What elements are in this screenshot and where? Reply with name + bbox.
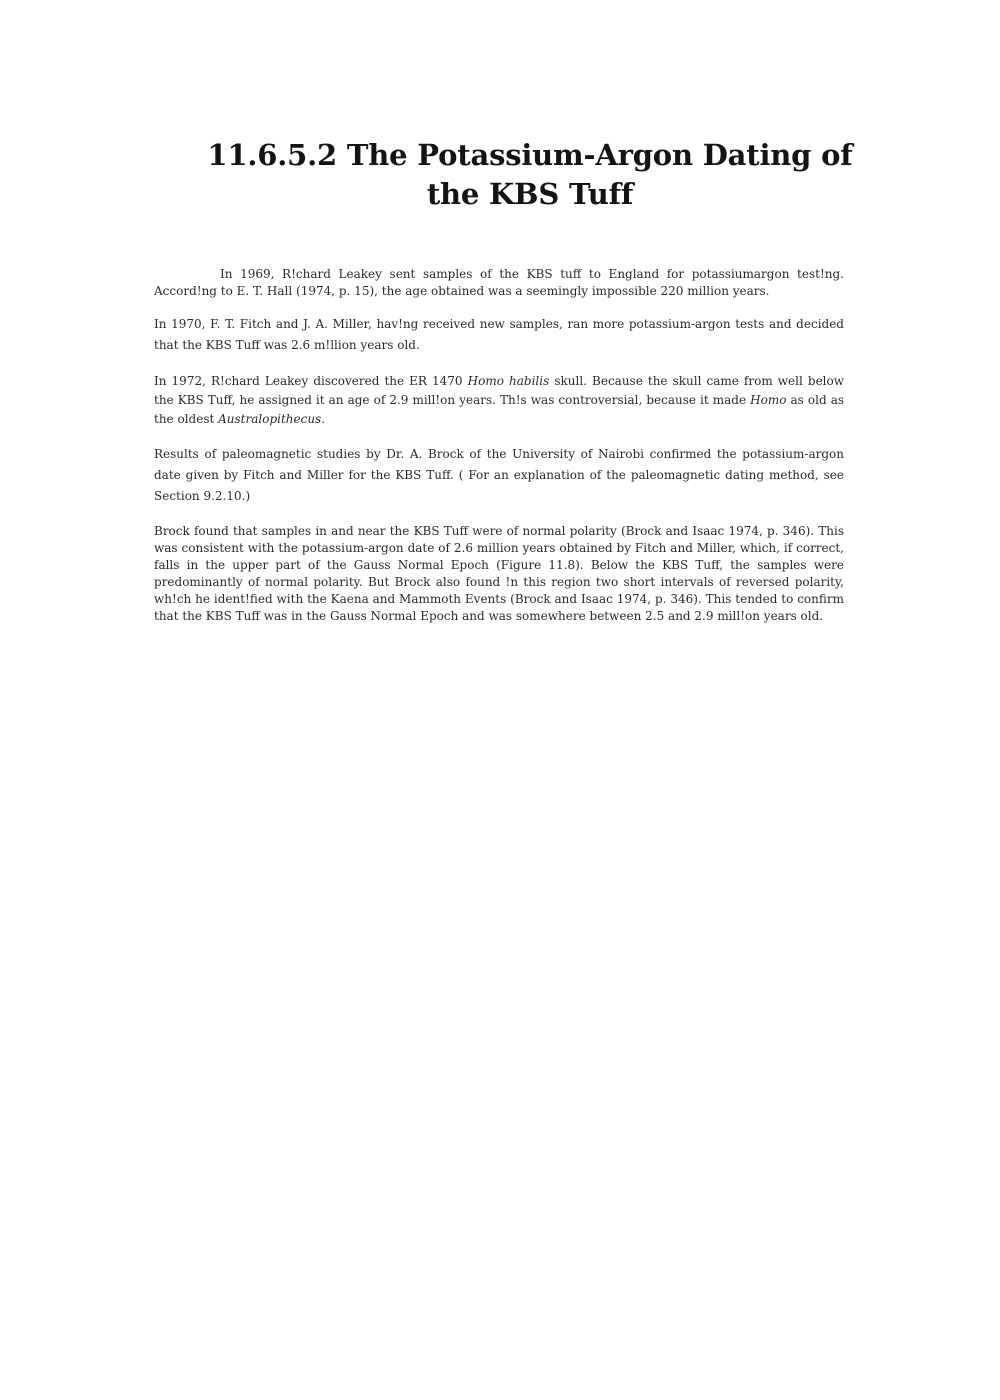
paragraph-1969-samples [154,266,844,300]
species-name-italic: Homo habilis [467,374,550,388]
paragraph-text: skull. Because the skull came from well below the KBS Tuff, he assigned it an age of 2.9 mill!on years. Th!s was controversial, because it made [154,374,845,407]
section-title: 11.6.5.2 The Potassium-Argon Dating of the KBS Tuff [207,138,853,211]
paragraph-text: Brock found that samples in and near the KBS Tuff were of normal polarity (Brock and Isaac 1974, p. 346). This was consistent with the potassium-argon date of 2.6 million years obtained by Fitch and Miller, which, if correct, falls in the upper part of the Gauss Normal Epoch (Figure 11.8). Below the KBS Tuff, the samples were predominantly of normal polarity. But Brock also found !n this region two short intervals of reversed polarity, wh!ch he ident!fied with the Kaena and Mammoth Events (Brock and Isaac 1974, p. 346). This tended to confirm that the KBS Tuff was in the Gauss Normal Epoch and was somewhere between 2.5 and 2.9 mill!on years old. [154,524,844,623]
paragraph-text: In 1969, R!chard Leakey sent samples of the KBS tuff to England for potassiumargon test!ng. Accord!ng to E. T. Hall (1974, p. 15), the age obtained was a seemingly impossible 220 million years. [154,267,844,298]
paragraph-text: . [321,412,326,426]
body-text [154,266,844,639]
paragraph-1972-er1470 [154,372,844,429]
paragraph-1970-fitch-miller [154,314,844,356]
paragraph-text: In 1970, F. T. Fitch and J. A. Miller, hav!ng received new samples, ran more potassium-argon tests and decided that the KBS Tuff was 2.6 m!llion years old. [154,317,844,352]
paragraph-text: as old as the oldest [154,393,845,426]
paragraph-text: Results of paleomagnetic studies by Dr. A. Brock of the University of Nairobi confirmed the potassium-argon date given by Fitch and Miller for the KBS Tuff. ( For an explanation of the paleomagnetic dating method, see Section 9.2.10.) [154,447,844,503]
genus-name-italic: Australopithecus [218,412,322,426]
paragraph-paleomagnetic-results [154,444,844,507]
genus-name-italic: Homo [750,393,787,407]
paragraph-text: In 1972, R!chard Leakey discovered the ER 1470 [154,374,468,388]
paragraph-brock-polarity [154,523,844,625]
